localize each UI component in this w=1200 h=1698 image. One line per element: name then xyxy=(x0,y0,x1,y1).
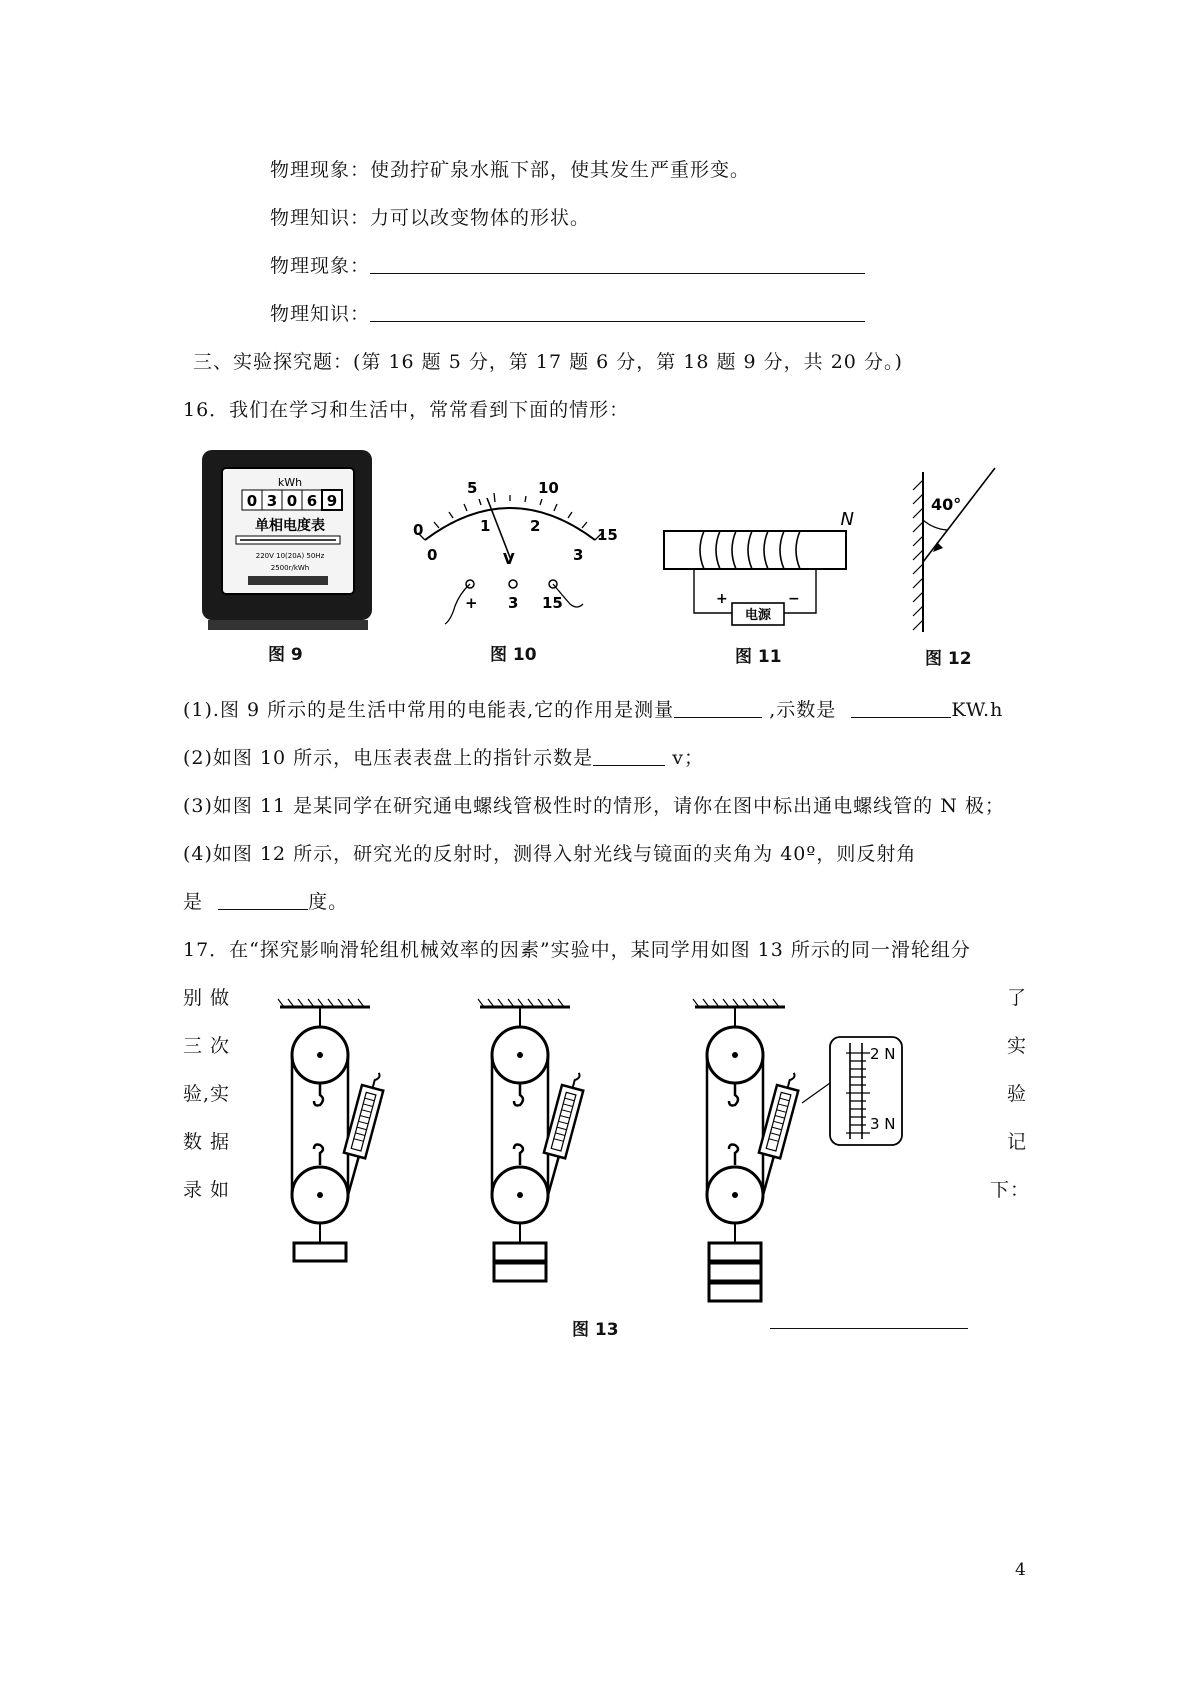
meter-spec-2: 2500r/kWh xyxy=(270,564,310,572)
answer-blank[interactable] xyxy=(770,1328,968,1329)
pulley-set-3 xyxy=(693,999,802,1301)
digit-4: 6 xyxy=(306,492,318,510)
fig12-caption: 图 12 xyxy=(925,649,972,669)
scale-3N: 3 N xyxy=(870,1115,896,1133)
label: 物理现象： xyxy=(270,255,371,277)
q16-part1 xyxy=(183,698,1003,722)
meter-unit: kWh xyxy=(277,476,303,489)
scale-2N: 2 N xyxy=(870,1045,896,1063)
knowledge-1 xyxy=(270,206,590,230)
q17-left-3: 验,实 xyxy=(183,1083,231,1105)
inner-tick-0: 0 xyxy=(427,546,438,564)
terminal-15: 15 xyxy=(542,594,563,612)
fig10-voltmeter xyxy=(405,478,630,638)
fig12-reflection xyxy=(895,462,1015,638)
fig10-caption: 图 10 xyxy=(490,645,537,665)
outer-tick-0: 0 xyxy=(413,521,424,539)
text: (1).图 9 所示的是生活中常用的电能表,它的作用是测量 xyxy=(183,699,675,721)
label: 物理现象： xyxy=(270,159,371,181)
section-heading: 三、实验探究题：(第 16 题 5 分，第 17 题 6 分，第 18 题 9 分，共 20 分。) xyxy=(193,351,903,373)
answer-blank[interactable] xyxy=(593,747,665,766)
q17-right-1: 了 xyxy=(1007,987,1028,1009)
q16-part3: (3)如图 11 是某同学在研究通电螺线管极性时的情形，请你在图中标出通电螺线管的 N 极； xyxy=(183,795,1005,817)
q17-right-2: 实 xyxy=(1007,1035,1028,1057)
label: 物理知识： xyxy=(270,303,371,325)
n-pole-mark: N xyxy=(840,509,854,530)
digit-1: 0 xyxy=(246,492,258,510)
minus-sign: − xyxy=(788,591,800,607)
outer-tick-15: 15 xyxy=(597,526,618,544)
q16-part2 xyxy=(183,746,704,770)
angle-label: 40° xyxy=(931,495,962,514)
digit-5: 9 xyxy=(326,492,338,510)
q17-left-2: 三 次 xyxy=(183,1035,231,1057)
unit: 度。 xyxy=(308,891,349,913)
terminal-plus: + xyxy=(465,594,478,612)
pulley-set-1 xyxy=(278,999,387,1261)
answer-blank[interactable] xyxy=(218,891,308,910)
outer-tick-5: 5 xyxy=(467,479,478,497)
knowledge-2 xyxy=(270,302,865,326)
plus-sign: + xyxy=(716,591,728,607)
scale-magnified-view xyxy=(802,1037,902,1145)
q17-left-4: 数 据 xyxy=(183,1131,231,1153)
unit: v； xyxy=(672,747,704,769)
meter-spec-1: 220V 10(20A) 50Hz xyxy=(255,552,325,560)
outer-tick-10: 10 xyxy=(538,479,559,497)
unit: KW.h xyxy=(951,699,1004,721)
fig11-solenoid xyxy=(658,505,858,635)
answer-blank[interactable] xyxy=(370,303,865,322)
inner-tick-2: 2 xyxy=(530,517,541,535)
text: 力可以改变物体的形状。 xyxy=(370,207,591,229)
terminal-3: 3 xyxy=(508,594,519,612)
inner-tick-1: 1 xyxy=(480,517,491,535)
q17-left-1: 别 做 xyxy=(183,987,231,1009)
text: ,示数是 xyxy=(769,699,837,721)
voltmeter-symbol: V xyxy=(503,550,515,568)
q17-left-5: 录 如 xyxy=(183,1179,231,1201)
q17-stem: 17．在“探究影响滑轮组机械效率的因素”实验中，某同学用如图 13 所示的同一滑轮组分 xyxy=(183,939,971,961)
q16-stem: 16．我们在学习和生活中，常常看到下面的情形： xyxy=(183,399,630,421)
q16-part4: (4)如图 12 所示，研究光的反射时，测得入射光线与镜面的夹角为 40º，则反射角 xyxy=(183,843,917,865)
fig13-caption: 图 13 xyxy=(572,1320,619,1340)
q17-right-4: 记 xyxy=(1007,1131,1028,1153)
fig9-energy-meter xyxy=(200,448,380,634)
label: 物理知识： xyxy=(270,207,371,229)
fig9-caption: 图 9 xyxy=(268,645,303,665)
digit-2: 3 xyxy=(266,492,278,510)
meter-name: 单相电度表 xyxy=(255,518,325,534)
answer-blank[interactable] xyxy=(370,255,865,274)
pulley-set-2 xyxy=(478,999,587,1281)
fig13-pulley-systems xyxy=(270,995,910,1305)
text: 使劲拧矿泉水瓶下部，使其发生严重形变。 xyxy=(370,159,751,181)
text: 是 xyxy=(183,891,204,913)
text: (2)如图 10 所示，电压表表盘上的指针示数是 xyxy=(183,747,594,769)
fig11-caption: 图 11 xyxy=(735,647,782,667)
q16-part4-cont xyxy=(183,890,348,914)
phenomenon-1 xyxy=(270,158,750,182)
answer-blank[interactable] xyxy=(674,699,762,718)
answer-blank[interactable] xyxy=(851,699,951,718)
power-source-label: 电源 xyxy=(744,608,772,623)
q17-right-5: 下： xyxy=(990,1179,1031,1201)
page-number: 4 xyxy=(1015,1560,1027,1580)
inner-tick-3: 3 xyxy=(573,546,584,564)
phenomenon-2 xyxy=(270,254,865,278)
meter-digits xyxy=(242,490,342,510)
digit-3: 0 xyxy=(286,492,298,510)
q17-right-3: 验 xyxy=(1007,1083,1028,1105)
